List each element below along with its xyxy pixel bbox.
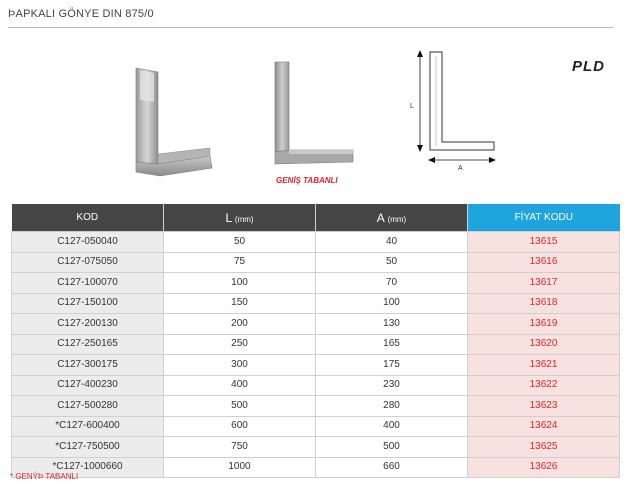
cell-a: 230	[316, 375, 468, 396]
cell-l: 1000	[164, 457, 316, 478]
header-a: A (mm)	[316, 204, 468, 232]
product-photo-standard	[130, 62, 220, 180]
cell-fiyat: 13620	[468, 334, 620, 355]
table-row	[12, 375, 620, 396]
cell-fiyat: 13616	[468, 252, 620, 273]
photo-caption: GENİŞ TABANLI	[276, 176, 338, 185]
cell-l: 75	[164, 252, 316, 273]
table-row	[12, 355, 620, 376]
table-row	[12, 334, 620, 355]
table-row	[12, 273, 620, 294]
price-table	[11, 204, 620, 478]
cell-a: 100	[316, 293, 468, 314]
cell-a: 50	[316, 252, 468, 273]
table-header-row	[12, 204, 620, 232]
cell-l: 400	[164, 375, 316, 396]
cell-kod: C127-300175	[12, 355, 164, 376]
cell-kod: C127-150100	[12, 293, 164, 314]
diagram-label-l: L	[410, 103, 414, 110]
table-row	[12, 314, 620, 335]
header-kod: KOD	[12, 204, 164, 232]
cell-l: 600	[164, 416, 316, 437]
cell-kod: C127-250165	[12, 334, 164, 355]
header-l: L (mm)	[164, 204, 316, 232]
footnote: * GENÝÞ TABANLI	[10, 472, 79, 481]
cell-kod: C127-050040	[12, 232, 164, 253]
cell-a: 660	[316, 457, 468, 478]
cell-fiyat: 13624	[468, 416, 620, 437]
cell-kod: *C127-600400	[12, 416, 164, 437]
cell-kod: *C127-1000660	[12, 457, 164, 478]
page-title: ÞAPKALI GÖNYE DIN 875/0	[8, 8, 154, 20]
cell-a: 130	[316, 314, 468, 335]
cell-fiyat: 13618	[468, 293, 620, 314]
cell-kod: C127-075050	[12, 252, 164, 273]
brand-logo: PLD	[572, 58, 605, 75]
cell-l: 150	[164, 293, 316, 314]
cell-fiyat: 13622	[468, 375, 620, 396]
cell-l: 100	[164, 273, 316, 294]
cell-kod: C127-200130	[12, 314, 164, 335]
table-row	[12, 293, 620, 314]
cell-fiyat: 13621	[468, 355, 620, 376]
cell-fiyat: 13625	[468, 437, 620, 458]
cell-kod: C127-400230	[12, 375, 164, 396]
cell-l: 300	[164, 355, 316, 376]
diagram-label-a: A	[458, 165, 463, 172]
cell-a: 40	[316, 232, 468, 253]
table-row	[12, 396, 620, 417]
cell-fiyat: 13615	[468, 232, 620, 253]
cell-l: 250	[164, 334, 316, 355]
cell-a: 280	[316, 396, 468, 417]
table-row	[12, 416, 620, 437]
title-divider	[8, 27, 614, 28]
cell-a: 500	[316, 437, 468, 458]
cell-l: 500	[164, 396, 316, 417]
dimension-diagram	[402, 46, 506, 174]
cell-a: 175	[316, 355, 468, 376]
cell-a: 400	[316, 416, 468, 437]
cell-fiyat: 13617	[468, 273, 620, 294]
table-row	[12, 457, 620, 478]
cell-l: 200	[164, 314, 316, 335]
table-row	[12, 437, 620, 458]
cell-l: 50	[164, 232, 316, 253]
cell-l: 750	[164, 437, 316, 458]
cell-a: 165	[316, 334, 468, 355]
product-photo-wide-base	[267, 58, 357, 168]
cell-fiyat: 13619	[468, 314, 620, 335]
cell-kod: *C127-750500	[12, 437, 164, 458]
cell-fiyat: 13626	[468, 457, 620, 478]
cell-fiyat: 13623	[468, 396, 620, 417]
header-fiyat-kodu: FİYAT KODU	[468, 204, 620, 232]
cell-a: 70	[316, 273, 468, 294]
table-row	[12, 232, 620, 253]
cell-kod: C127-500280	[12, 396, 164, 417]
table-row	[12, 252, 620, 273]
cell-kod: C127-100070	[12, 273, 164, 294]
